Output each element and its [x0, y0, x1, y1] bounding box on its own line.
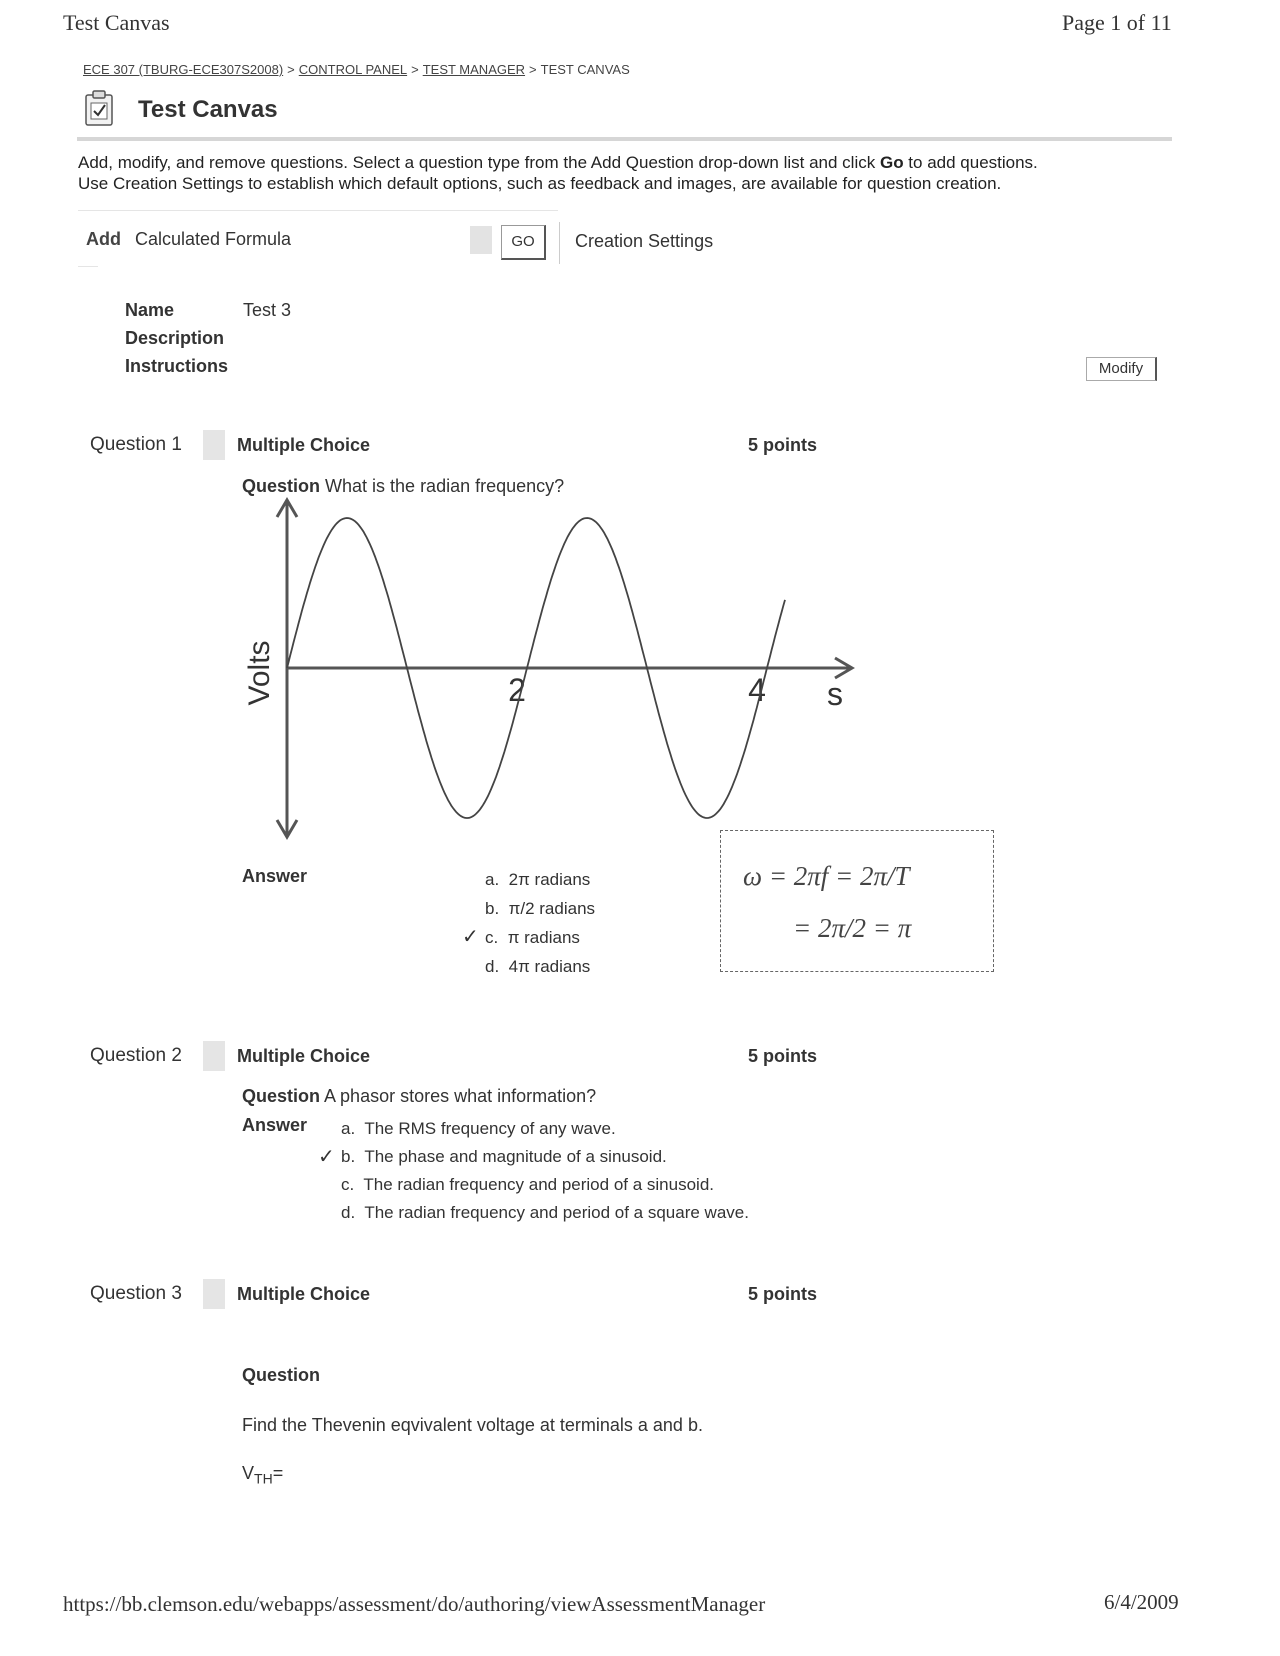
test-name-value: Test 3 [243, 300, 292, 320]
breadcrumb-test-manager[interactable]: TEST MANAGER [422, 62, 526, 77]
breadcrumb-control-panel[interactable]: CONTROL PANEL [298, 62, 408, 77]
handwritten-solution-note [720, 830, 994, 972]
add-bar-divider [78, 210, 558, 211]
question-2-answer-label: Answer [242, 1115, 308, 1135]
toolbar-separator [559, 222, 560, 264]
question-1-points: 5 points [748, 435, 818, 455]
print-header-title: Test Canvas [63, 10, 170, 35]
description-label: Description [125, 328, 225, 348]
print-footer-url: https://bb.clemson.edu/webapps/assessment/do/authoring/viewAssessmentManager [63, 1592, 766, 1616]
breadcrumb-separator: > [411, 62, 419, 77]
question-2-prompt: Question A phasor stores what information? [242, 1086, 597, 1106]
question-1-option-a: a. 2π radians [485, 870, 591, 889]
question-type-value: Calculated Formula [135, 229, 292, 249]
go-button[interactable]: GO [501, 225, 546, 260]
breadcrumb-separator: > [287, 62, 295, 77]
question-2-label: Question 2 [90, 1045, 182, 1066]
handwritten-line-2: = 2π/2 = π [793, 913, 912, 943]
question-3-label: Question 3 [90, 1283, 182, 1304]
handwritten-line-1: ω = 2πf = 2π/T [743, 861, 910, 891]
question-2-option-c: c. The radian frequency and period of a sinusoid. [341, 1175, 714, 1194]
x-axis-label: s [827, 676, 843, 712]
question-2-option-a: a. The RMS frequency of any wave. [341, 1119, 616, 1138]
question-1-option-b: b. π/2 radians [485, 899, 596, 918]
correct-check-icon: ✓ [318, 1146, 335, 1168]
breadcrumb-course[interactable]: ECE 307 (TBURG-ECE307S2008) [83, 62, 284, 77]
page-title: Test Canvas [138, 96, 278, 123]
question-1-prompt: Question What is the radian frequency? [242, 476, 565, 496]
voltage-waveform-chart [235, 495, 875, 850]
question-3-question-label: Question [242, 1365, 321, 1385]
breadcrumb-separator: > [529, 62, 537, 77]
clipboard-check-icon [84, 90, 114, 126]
question-2-option-d: d. The radian frequency and period of a square wave. [341, 1203, 749, 1222]
title-divider [77, 137, 1172, 141]
print-page-number: Page 1 of 11 [1062, 10, 1172, 35]
name-label: Name [125, 300, 175, 320]
question-2-points: 5 points [748, 1046, 818, 1066]
question-1-type: Multiple Choice [237, 435, 371, 455]
add-label: Add [86, 229, 121, 249]
question-3-vth: $V_{TH}=$ [242, 1463, 284, 1487]
question-2-type: Multiple Choice [237, 1046, 371, 1066]
print-footer-date: 6/4/2009 [1104, 1590, 1179, 1614]
question-3-prompt: Find the Thevenin eqvivalent voltage at terminals a and b. [242, 1415, 703, 1435]
question-2-drag-handle[interactable] [203, 1041, 225, 1071]
x-tick-label-2: 2 [508, 672, 526, 708]
page-instructions: Add, modify, and remove questions. Select a question type from the Add Question drop-down list and click Go to add questions. Use Creation Settings to establish which default options, such as feedback and images, are available for question creation. [78, 153, 1038, 193]
question-2-option-b: b. The phase and magnitude of a sinusoid. [341, 1147, 667, 1166]
dropdown-scroll[interactable] [470, 226, 492, 254]
breadcrumb-current: TEST CANVAS [540, 62, 630, 77]
question-1-answer-label: Answer [242, 866, 308, 886]
x-tick-label-4: 4 [748, 672, 766, 708]
question-3-drag-handle[interactable] [203, 1279, 225, 1309]
modify-button[interactable]: Modify [1086, 357, 1157, 381]
y-axis-label: Volts [243, 640, 276, 706]
breadcrumb [83, 62, 630, 77]
instructions-label: Instructions [125, 356, 229, 376]
question-1-label: Question 1 [90, 434, 182, 455]
question-3-points: 5 points [748, 1284, 818, 1304]
correct-check-icon: ✓ [462, 926, 479, 948]
question-1-option-c: c. π radians [485, 928, 580, 947]
creation-settings-button[interactable]: Creation Settings [575, 231, 714, 251]
question-1-option-d: d. 4π radians [485, 957, 591, 976]
question-3-type: Multiple Choice [237, 1284, 371, 1304]
add-bar-divider-bottom [78, 266, 98, 267]
question-1-drag-handle[interactable] [203, 430, 225, 460]
